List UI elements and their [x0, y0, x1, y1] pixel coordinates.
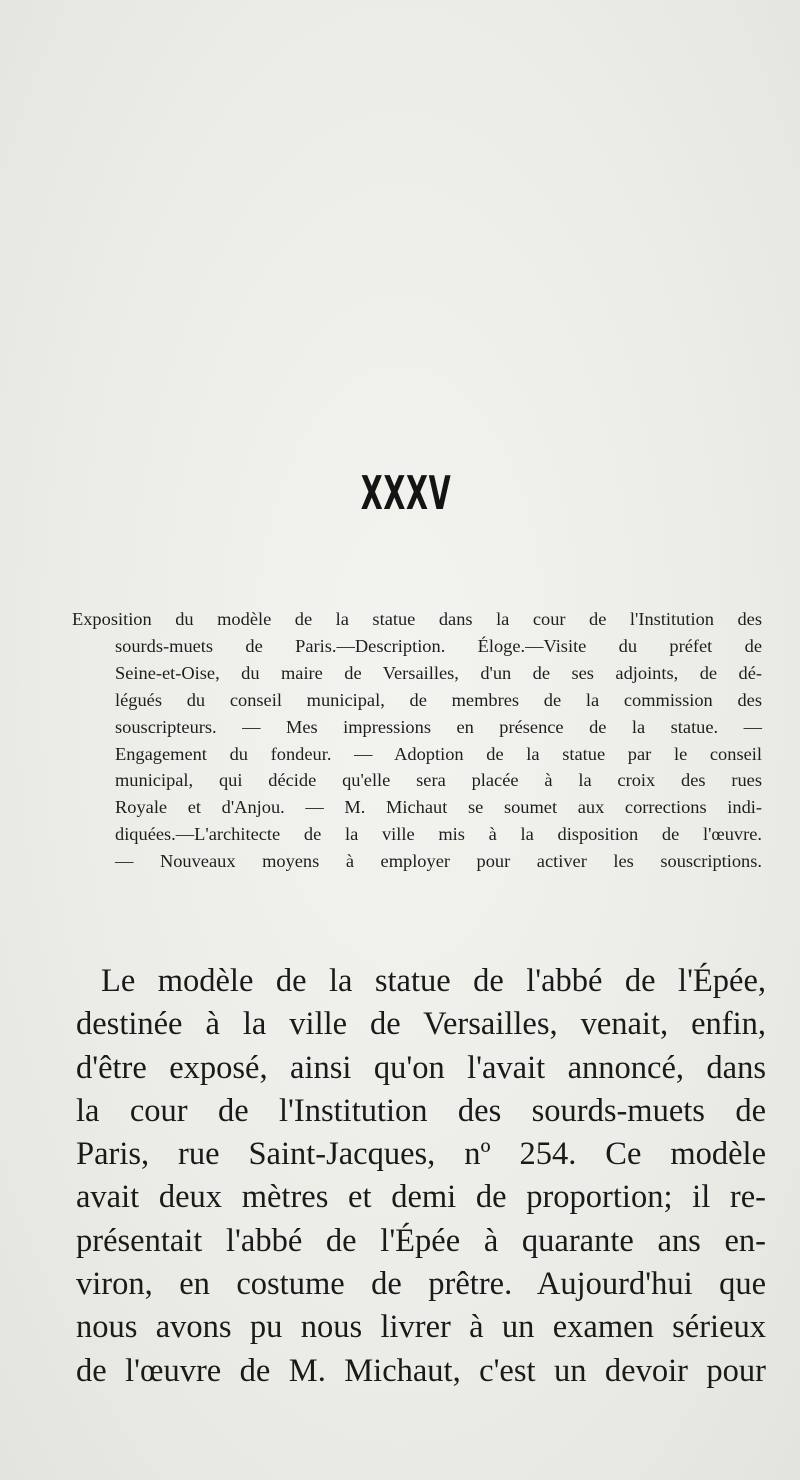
summary-line: Exposition du modèle de la statue dans la cour de l'Institution des — [72, 609, 762, 629]
summary-line: Engagement du fondeur. — Adoption de la statue par le conseil — [115, 743, 762, 764]
summary-line: — Nouveaux moyens à employer pour activer les souscriptions. — [115, 851, 762, 872]
body-line: de l'œuvre de M. Michaut, c'est un devoir pour — [76, 1352, 766, 1389]
chapter-number: XXXV — [360, 466, 452, 520]
body-line: présentait l'abbé de l'Épée à quarante ans en- — [76, 1222, 766, 1259]
summary-line: diquées.—L'architecte de la ville mis à la disposition de l'œuvre. — [115, 824, 762, 845]
summary-line: légués du conseil municipal, de membres de la commission des — [115, 689, 762, 710]
summary-line: Seine-et-Oise, du maire de Versailles, d'un de ses adjoints, de dé- — [115, 662, 762, 683]
summary-line: municipal, qui décide qu'elle sera placée à la croix des rues — [115, 770, 762, 791]
body-line: viron, en costume de prêtre. Aujourd'hui que — [76, 1266, 766, 1303]
body-line: avait deux mètres et demi de proportion; il re- — [76, 1179, 766, 1216]
body-line: Le modèle de la statue de l'abbé de l'Épée, — [101, 963, 766, 999]
body-line: destinée à la ville de Versailles, venait, enfin, — [76, 1006, 766, 1043]
body-line: nous avons pu nous livrer à un examen sérieux — [76, 1309, 766, 1346]
body-line: d'être exposé, ainsi qu'on l'avait annoncé, dans — [76, 1049, 766, 1086]
body-line: la cour de l'Institution des sourds-muets de — [76, 1092, 766, 1129]
summary-line: sourds-muets de Paris.—Description. Éloge.—Visite du préfet de — [115, 635, 762, 656]
body-line: Paris, rue Saint-Jacques, nº 254. Ce modèle — [76, 1136, 766, 1173]
summary-line: Royale et d'Anjou. — M. Michaut se soumet aux corrections indi- — [115, 797, 762, 818]
summary-line: souscripteurs. — Mes impressions en présence de la statue. — — [115, 716, 762, 737]
chapter-summary — [72, 606, 762, 875]
body-paragraph — [76, 960, 766, 1393]
